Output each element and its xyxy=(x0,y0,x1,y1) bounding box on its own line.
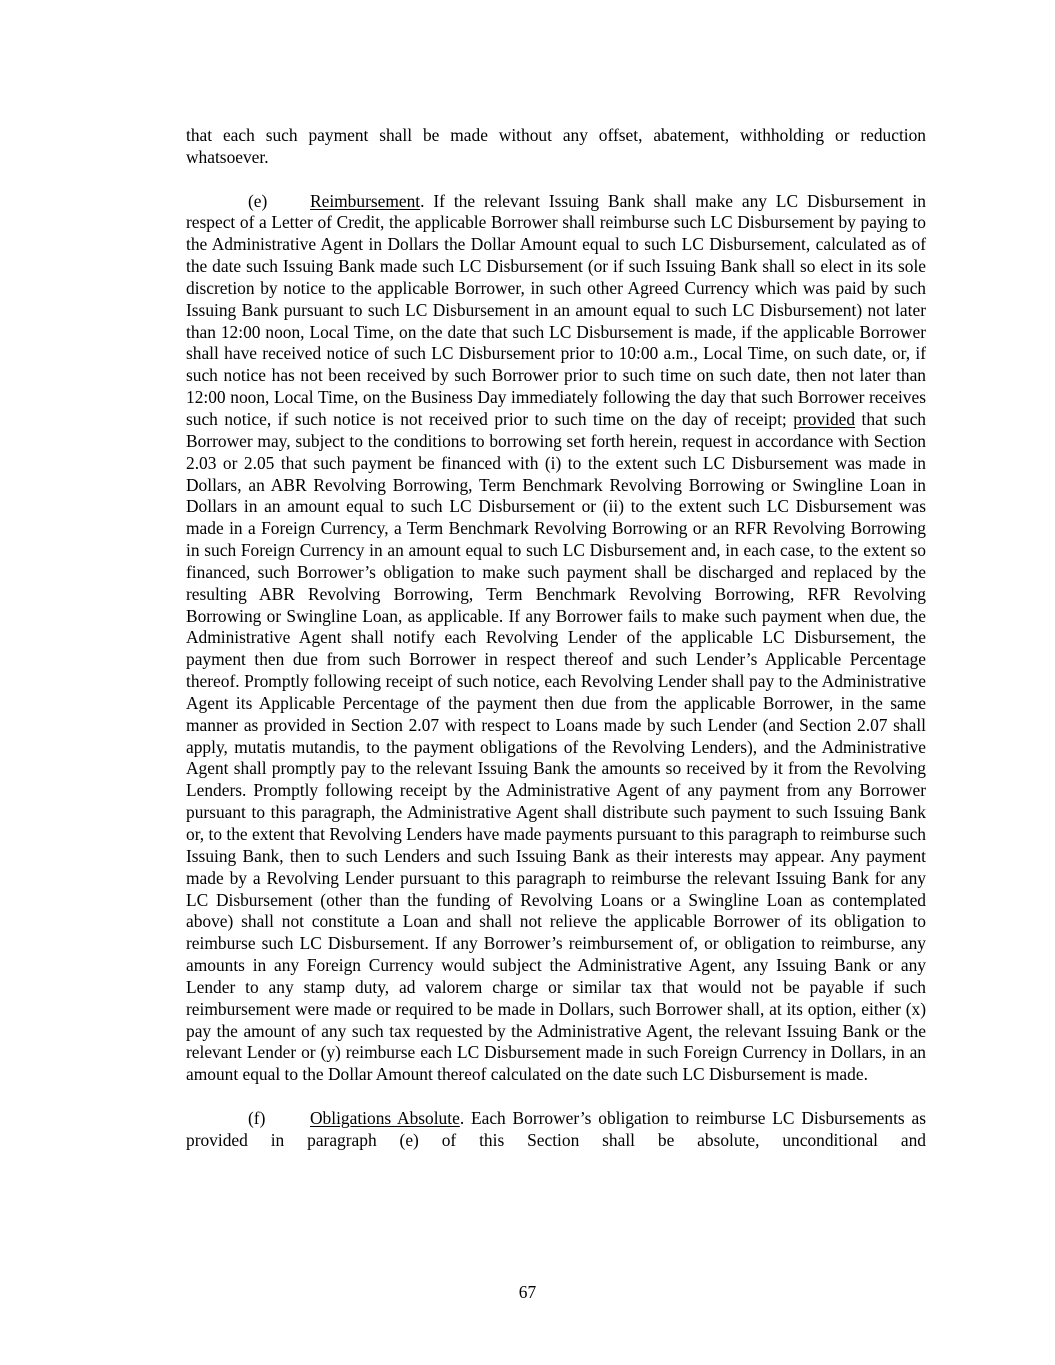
continuation-paragraph xyxy=(186,125,926,169)
continuation-text: that each such payment shall be made without any offset, abatement, withholding or reduction whatsoever. xyxy=(186,125,926,167)
section-e-paragraph xyxy=(186,191,926,1087)
section-e-text-b: that such Borrower may, subject to the conditions to borrowing set forth herein, request in accordance with Section 2.03 or 2.05 that such payment be financed with (i) to the extent such LC Disbursement was made in Dollars, an ABR Revolving Borrowing, Term Benchmark Revolving Borrowing or Swingline Loan in Dollars in an amount equal to such LC Disbursement or (ii) to the extent such LC Disbursement was made in a Foreign Currency, a Term Benchmark Revolving Borrowing or an RFR Revolving Borrowing in such Foreign Currency in an amount equal to such LC Disbursement and, in each case, to the extent so financed, such Borrower’s obligation to make such payment shall be discharged and replaced by the resulting ABR Revolving Borrowing, Term Benchmark Revolving Borrowing, RFR Revolving Borrowing or Swingline Loan, as applicable. If any Borrower fails to make such payment when due, the Administrative Agent shall notify each Revolving Lender of the applicable LC Disbursement, the payment then due from such Borrower in respect thereof and such Lender’s Applicable Percentage thereof. Promptly following receipt of such notice, each Revolving Lender shall pay to the Administrative Agent its Applicable Percentage of the payment then due from the applicable Borrower, in the same manner as provided in Section 2.07 with respect to Loans made by such Lender (and Section 2.07 shall apply, mutatis mutandis, to the payment obligations of the Revolving Lenders), and the Administrative Agent shall promptly pay to the relevant Issuing Bank the amounts so received by it from the Revolving Lenders. Promptly following receipt by the Administrative Agent of any payment from any Borrower pursuant to this paragraph, the Administrative Agent shall distribute such payment to such Issuing Bank or, to the extent that Revolving Lenders have made payments pursuant to this paragraph to reimburse such Issuing Bank, then to such Lenders and such Issuing Bank as their interests may appear. Any payment made by a Revolving Lender pursuant to this paragraph to reimburse the relevant Issuing Bank for any LC Disbursement (other than the funding of Revolving Loans or a Swingline Loan as contemplated above) shall not constitute a Loan and shall not relieve the applicable Borrower of its obligation to reimburse such LC Disbursement. If any Borrower’s reimbursement of, or obligation to reimburse, any amounts in any Foreign Currency would subject the Administrative Agent, any Issuing Bank or any Lender to any stamp duty, ad valorem charge or similar tax that would not be payable if such reimbursement were made or required to be made in Dollars, such Borrower shall, at its option, either (x) pay the amount of any such tax requested by the Administrative Agent, the relevant Issuing Bank or the relevant Lender or (y) reimburse each LC Disbursement made in such Foreign Currency in Dollars, in an amount equal to the Dollar Amount thereof calculated on the date such LC Disbursement is made. xyxy=(186,408,926,1085)
section-f-paragraph xyxy=(186,1108,926,1152)
page-number: 67 xyxy=(518,1282,537,1302)
provided-term: provided xyxy=(793,408,856,429)
document-body xyxy=(186,125,926,1152)
section-e-label: (e) xyxy=(248,190,268,211)
section-e-text-a: . If the relevant Issuing Bank shall make any LC Disbursement in respect of a Letter of Credit, the applicable Borrower shall reimburse such LC Disbursement by paying to the Administrative Agent in Dollars the Dollar Amount equal to such LC Disbursement, calculated as of the date such Issuing Bank made such LC Disbursement (or if such Issuing Bank shall so elect in its sole discretion by notice to the applicable Borrower, in such other Agreed Currency which was paid by such Issuing Bank pursuant to such LC Disbursement in an amount equal to such LC Disbursement) not later than 12:00 noon, Local Time, on the date that such LC Disbursement is made, if the applicable Borrower shall have received notice of such LC Disbursement prior to 10:00 a.m., Local Time, on such date, or, if such notice has not been received by such Borrower prior to such time on such date, then not later than 12:00 noon, Local Time, on the Business Day immediately following the day that such Borrower receives such notice, if such notice is not received prior to such time on the day of receipt; xyxy=(186,190,926,429)
section-f-heading: Obligations Absolute xyxy=(310,1107,460,1128)
section-f-label: (f) xyxy=(248,1107,266,1128)
section-e-heading: Reimbursement xyxy=(310,190,421,211)
section-f-text: . Each Borrower’s obligation to reimburse LC Disbursements as provided in paragraph (e) of this Section shall be absolute, unconditional and xyxy=(186,1107,926,1150)
